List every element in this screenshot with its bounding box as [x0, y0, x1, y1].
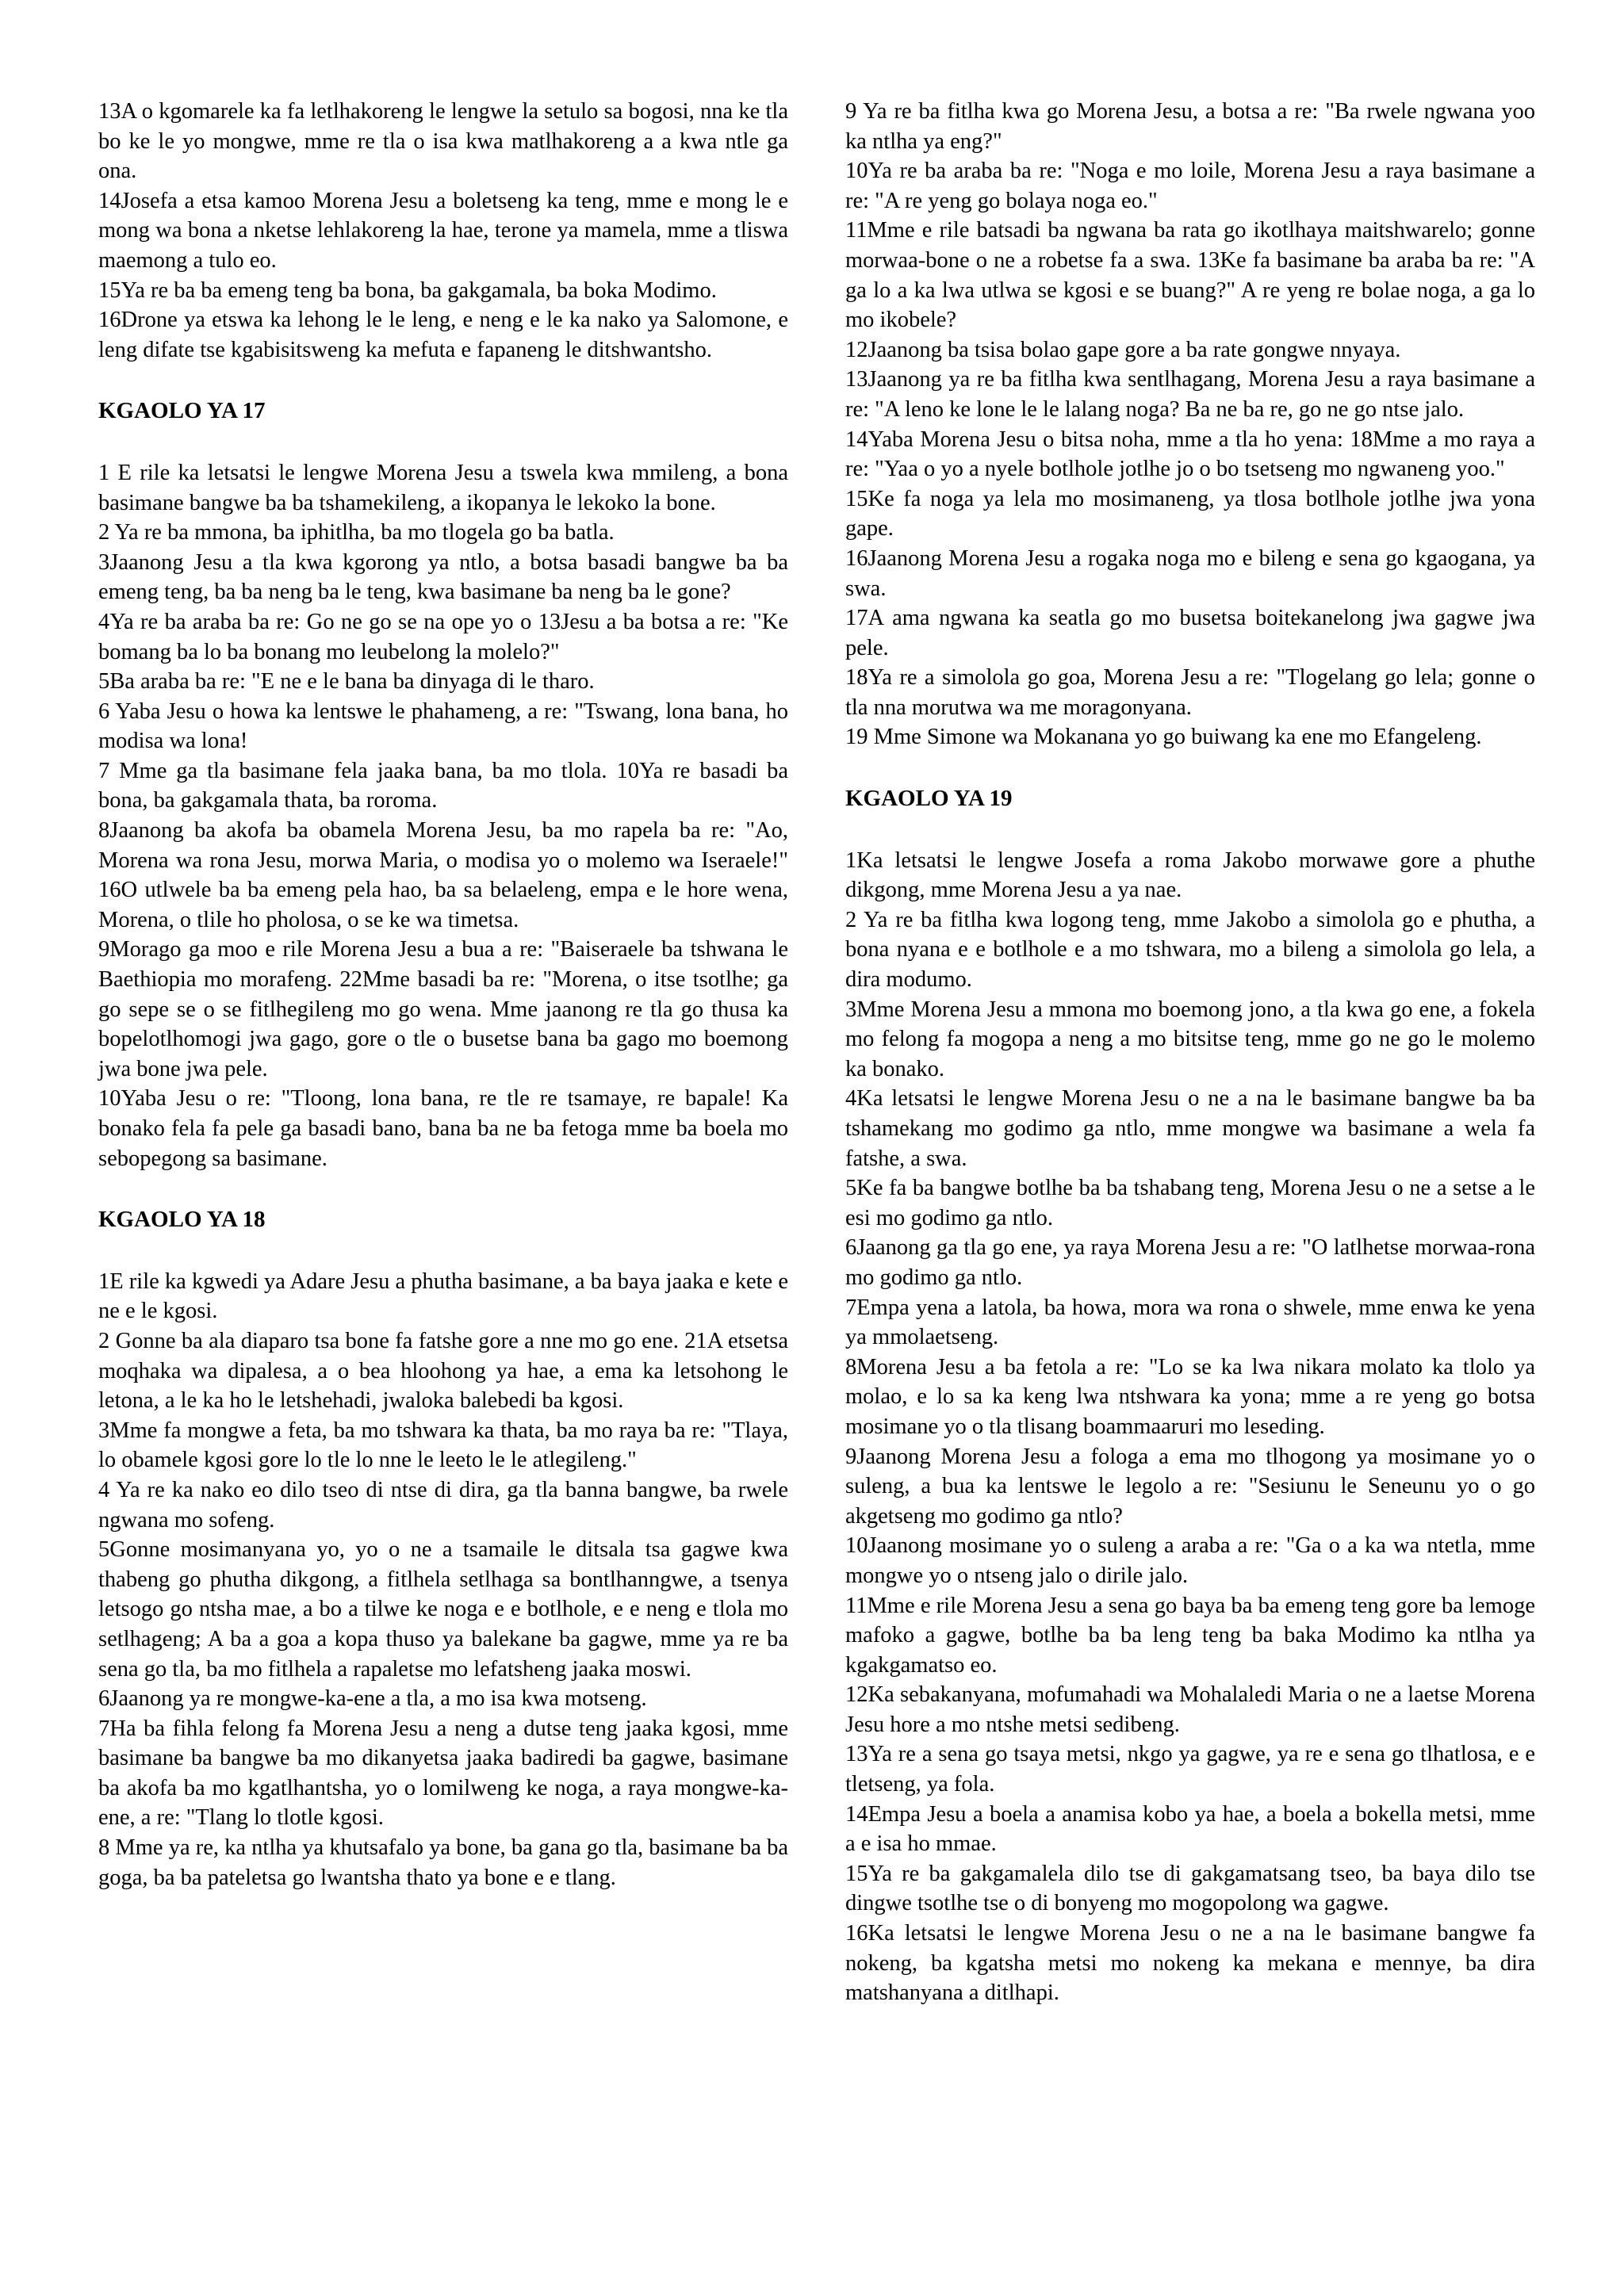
verse-paragraph: 1Ka letsatsi le lengwe Josefa a roma Jakobo morwawe gore a phuthe dikgong, mme Morena Jesu a ya nae. — [845, 848, 1535, 903]
verse-paragraph: 10Yaba Jesu o re: "Tloong, lona bana, re tle re tsamaye, re bapale! Ka bonako fela fa pele ga basadi bano, bana ba ne ba fetoga mme ba boela mo sebopegong sa basimane. — [98, 1086, 788, 1171]
verse-paragraph: 4Ka letsatsi le lengwe Morena Jesu o ne a na le basimane bangwe ba ba tshamekang mo godimo ga ntlo, mme mongwe wa basimane a wela fa fatshe, a swa. — [845, 1086, 1535, 1171]
verse-paragraph: 12Ka sebakanyana, mofumahadi wa Mohalaledi Maria o ne a laetse Morena Jesu hore a mo ntshe metsi sedibeng. — [845, 1682, 1535, 1737]
verse-paragraph: 16Drone ya etswa ka lehong le le leng, e neng e le ka nako ya Salomone, e leng difate tse kgabisitsweng ka mefuta e fapaneng le ditshwantsho. — [98, 308, 788, 362]
verse-paragraph: 5Gonne mosimanyana yo, yo o ne a tsamaile le ditsala tsa gagwe kwa thabeng go phutha dikgong, a fitlhela setlhaga sa bontlhanngwe, a tsenya letsogo go ntsha mae, a bo a tilwe ke noga e e botlhole, e e neng e tlola mo setlhageng; A ba a goa a kopa thuso ya balekane ba gagwe, mme ya re ba sena go tla, ba mo fitlhela a rapaletse mo lefatsheng jaaka moswi. — [98, 1537, 788, 1682]
verse-paragraph: 4 Ya re ka nako eo dilo tseo di ntse di dira, ga tla banna bangwe, ba rwele ngwana mo sofeng. — [98, 1477, 788, 1533]
verse-paragraph: 16Jaanong Morena Jesu a rogaka noga mo e bileng e sena go kgaogana, ya swa. — [845, 545, 1535, 601]
verse-paragraph: 6Jaanong ya re mongwe-ka-ene a tla, a mo isa kwa motseng. — [98, 1686, 647, 1712]
verse-paragraph: 7 Mme ga tla basimane fela jaaka bana, ba mo tlola. 10Ya re basadi ba bona, ba gakgamala thata, ba roroma. — [98, 758, 788, 813]
verse-paragraph: 7Empa yena a latola, ba howa, mora wa rona o shwele, mme enwa ke yena ya mmolaetseng. — [845, 1295, 1535, 1350]
right-column — [845, 97, 1535, 2008]
verse-paragraph: 9Jaanong Morena Jesu a fologa a ema mo tlhogong ya mosimane yo o suleng, a bua ka lentswe le legolo a re: "Sesiunu le Seneunu yo o go akgetseng mo godimo ga ntlo? — [845, 1444, 1535, 1529]
verse-paragraph: 9Morago ga moo e rile Morena Jesu a bua a re: "Baiseraele ba tshwana le Baethiopia mo morafeng. 22Mme basadi ba re: "Morena, o itse tsotlhe; ga go sepe se o se fitlhegileng mo go wena. Mme jaanong re tla go thusa ka bopelotlhomogi jwa gago, gore o tle o busetse bana ba gago mo boemong jwa bone jwa pele. — [98, 937, 788, 1081]
verse-paragraph: 8 Mme ya re, ka ntlha ya khutsafalo ya bone, ba gana go tla, basimane ba ba goga, ba ba pateletsa go lwantsha thato ya bone e e tlang. — [98, 1835, 788, 1890]
verse-paragraph: 6Jaanong ga tla go ene, ya raya Morena Jesu a re: "O latlhetse morwaa-rona mo godimo ga ntlo. — [845, 1235, 1535, 1290]
verse-paragraph: 13Jaanong ya re ba fitlha kwa sentlhagang, Morena Jesu a raya basimane a re: "A leno ke lone le le lalang noga? Ba ne ba re, go ne go ntse jalo. — [845, 367, 1535, 422]
verse-paragraph: 3Jaanong Jesu a tla kwa kgorong ya ntlo, a botsa basadi bangwe ba ba emeng teng, ba ba neng ba le teng, kwa basimane ba neng ba le gone? — [98, 549, 788, 605]
verse-paragraph: 14Josefa a etsa kamoo Morena Jesu a boletseng ka teng, mme e mong le e mong wa bona a nketse lehlakoreng la hae, terone ya mamela, mme a tliswa maemong a tulo eo. — [98, 188, 788, 273]
verse-paragraph: 5Ke fa ba bangwe botlhe ba ba tshabang teng, Morena Jesu o ne a setse a le esi mo godimo ga ntlo. — [845, 1176, 1535, 1230]
verse-paragraph: 13Ya re a sena go tsaya metsi, nkgo ya gagwe, ya re e sena go tlhatlosa, e e tletseng, ya fola. — [845, 1742, 1535, 1797]
verse-paragraph: 17A ama ngwana ka seatla go mo busetsa boitekanelong jwa gagwe jwa pele. — [845, 606, 1535, 660]
verse-paragraph: 11Mme e rile Morena Jesu a sena go baya ba ba emeng teng gore ba lemoge mafoko a gagwe, botlhe ba ba leng teng ba baka Modimo ka ntlha ya kgakgamatso eo. — [845, 1593, 1535, 1678]
verse-paragraph: 11Mme e rile batsadi ba ngwana ba rata go ikotlhaya maitshwarelo; gonne morwaa-bone o ne a robetse fa a swa. 13Ke fa basimane ba araba ba re: "A ga lo a ka lwa utlwa se kgosi e se buang?" A re yeng re bolae noga, a ga lo mo ikobele? — [845, 218, 1535, 333]
verse-paragraph: 19 Mme Simone wa Mokanana yo go buiwang ka ene mo Efangeleng. — [845, 725, 1482, 750]
verse-paragraph: 12Jaanong ba tsisa bolao gape gore a ba rate gongwe nnyaya. — [845, 337, 1401, 362]
verse-paragraph: 10Ya re ba araba ba re: "Noga e mo loile, Morena Jesu a raya basimane a re: "A re yeng go bolaya noga eo." — [845, 159, 1535, 213]
left-column — [98, 97, 788, 1892]
verse-paragraph: 10Jaanong mosimane yo o suleng a araba a re: "Ga o a ka wa ntetla, mme mongwe yo o ntseng jalo o dirile jalo. — [845, 1533, 1535, 1588]
verse-paragraph: 3Mme fa mongwe a feta, ba mo tshwara ka thata, ba mo raya ba re: "Tlaya, lo obamele kgosi gore lo tle lo nne le leeto le le atlegileng." — [98, 1418, 788, 1473]
verse-paragraph: 4Ya re ba araba ba re: Go ne go se na ope yo o 13Jesu a ba botsa a re: "Ke bomang ba lo ba bonang mo leubelong la molelo?" — [98, 609, 788, 664]
verse-paragraph: 14Empa Jesu a boela a anamisa kobo ya hae, a boela a bokella metsi, mme a e isa ho mmae. — [845, 1801, 1535, 1857]
verse-paragraph: 6 Yaba Jesu o howa ka lentswe le phahameng, a re: "Tswang, lona bana, ho modisa wa lona! — [98, 698, 788, 754]
chapter-heading-19: KGAOLO YA 19 — [845, 786, 1013, 812]
verse-paragraph: 1E rile ka kgwedi ya Adare Jesu a phutha basimane, a ba baya jaaka e kete e ne e le kgosi. — [98, 1269, 788, 1324]
verse-paragraph: 8Morena Jesu a ba fetola a re: "Lo se ka lwa nikara molato ka tlolo ya molao, e lo sa ka keng lwa ntshwara ka yona; mme a re yeng go botsa mosimane yo o tla tlisang boammaaruri mo leseding. — [845, 1354, 1535, 1439]
verse-paragraph: 16Ka letsatsi le lengwe Morena Jesu o ne a na le basimane bangwe fa nokeng, ba kgatsha metsi mo nokeng ka mekana e mennye, ba dira matshanyana a ditlhapi. — [845, 1921, 1535, 2006]
verse-paragraph: 5Ba araba ba re: "E ne e le bana ba dinyaga di le tharo. — [98, 669, 595, 695]
verse-paragraph: 3Mme Morena Jesu a mmona mo boemong jono, a tla kwa go ene, a fokela mo felong fa mogopa a neng a mo bitsitse teng, mme go ne go le molemo ka bonako. — [845, 997, 1535, 1081]
verse-paragraph: 15Ya re ba ba emeng teng ba bona, ba gakgamala, ba boka Modimo. — [98, 277, 717, 303]
verse-paragraph: 1 E rile ka letsatsi le lengwe Morena Jesu a tswela kwa mmileng, a bona basimane bangwe ba ba tshamekileng, a ikopanya le lekoko la bone. — [98, 460, 788, 515]
verse-paragraph: 2 Ya re ba mmona, ba iphitlha, ba mo tlogela go ba batla. — [98, 520, 615, 545]
verse-paragraph: 14Yaba Morena Jesu o bitsa noha, mme a tla ho yena: 18Mme a mo raya a re: "Yaa o yo a nyele botlhole jotlhe jo o bo tsetseng mo ngwaneng yoo." — [845, 427, 1535, 482]
chapter-heading-17: KGAOLO YA 17 — [98, 398, 266, 424]
verse-paragraph: 2 Gonne ba ala diaparo tsa bone fa fatshe gore a nne mo go ene. 21A etsetsa moqhaka wa dipalesa, a o bea hloohong ya hae, a ema ka letsohong le letona, a le ka ho le letshehadi, jwaloka balebedi ba kgosi. — [98, 1328, 788, 1414]
verse-paragraph: 8Jaanong ba akofa ba obamela Morena Jesu, ba mo rapela ba re: "Ao, Morena wa rona Jesu, morwa Maria, o modisa yo o molemo wa Iseraele!" 16O utlwele ba ba emeng pela hao, ba sa belaeleng, empa e le hore wena, Morena, o tlile ho pholosa, o se ke wa timetsa. — [98, 818, 788, 932]
verse-paragraph: 18Ya re a simolola go goa, Morena Jesu a re: "Tlogelang go lela; gonne o tla nna morutwa wa me moragonyana. — [845, 665, 1535, 720]
verse-paragraph: 15Ke fa noga ya lela mo mosimaneng, ya tlosa botlhole jotlhe jwa yona gape. — [845, 486, 1535, 541]
verse-paragraph: 9 Ya re ba fitlha kwa go Morena Jesu, a botsa a re: "Ba rwele ngwana yoo ka ntlha ya eng?" — [845, 99, 1535, 154]
verse-paragraph: 2 Ya re ba fitlha kwa logong teng, mme Jakobo a simolola go e phutha, a bona nyana e e botlhole e a mo tshwara, mo a bileng a simolola go lela, a dira modumo. — [845, 907, 1535, 993]
chapter-heading-18: KGAOLO YA 18 — [98, 1207, 266, 1233]
verse-paragraph: 13A o kgomarele ka fa letlhakoreng le lengwe la setulo sa bogosi, nna ke tla bo ke le yo mongwe, mme re tla o isa kwa matlhakoreng a a kwa ntle ga ona. — [98, 99, 788, 184]
verse-paragraph: 15Ya re ba gakgamalela dilo tse di gakgamatsang tseo, ba baya dilo tse dingwe tsotlhe tse o di bonyeng mo mogopolong wa gagwe. — [845, 1861, 1535, 1916]
verse-paragraph: 7Ha ba fihla felong fa Morena Jesu a neng a dutse teng jaaka kgosi, mme basimane ba bangwe ba mo dikanyetsa jaaka badiredi ba gagwe, basimane ba akofa ba mo kgatlhantsha, yo o lomilweng ke noga, a raya mongwe-ka-ene, a re: "Tlang lo tlotle kgosi. — [98, 1716, 788, 1831]
